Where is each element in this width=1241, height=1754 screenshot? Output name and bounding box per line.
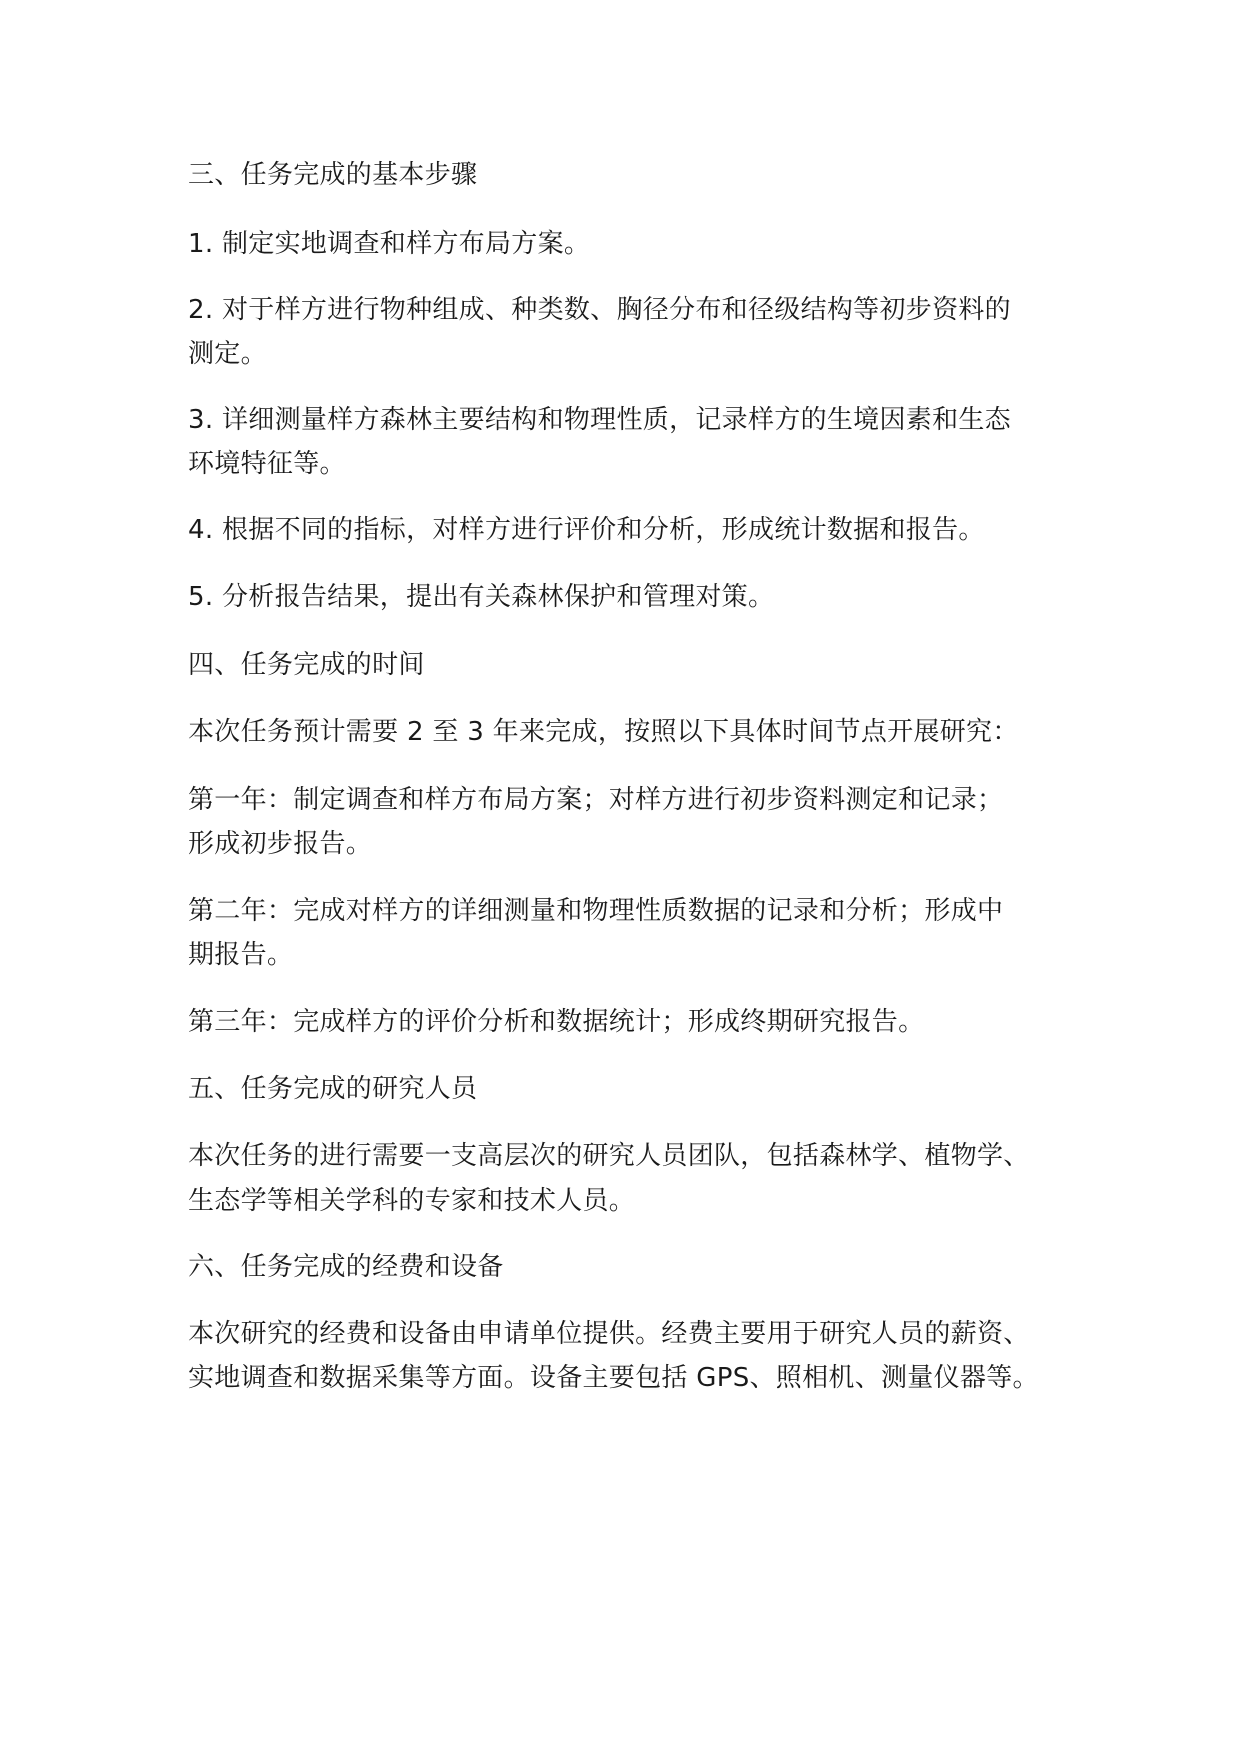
section-heading-time: 四、任务完成的时间 bbox=[188, 650, 425, 680]
personnel-paragraph-line-1: 本次任务的进行需要一支高层次的研究人员团队，包括森林学、植物学、 bbox=[188, 1141, 1030, 1171]
step-item-1: 1. 制定实地调查和样方布局方案。 bbox=[188, 229, 591, 259]
step-item-2-line-1: 2. 对于样方进行物种组成、种类数、胸径分布和径级结构等初步资料的 bbox=[188, 295, 1011, 325]
year-two-line-1: 第二年：完成对样方的详细测量和物理性质数据的记录和分析；形成中 bbox=[188, 896, 1004, 926]
section-heading-steps: 三、任务完成的基本步骤 bbox=[188, 160, 478, 190]
step-item-4: 4. 根据不同的指标，对样方进行评价和分析，形成统计数据和报告。 bbox=[188, 515, 985, 545]
year-one-line-2: 形成初步报告。 bbox=[188, 829, 373, 859]
year-three: 第三年：完成样方的评价分析和数据统计；形成终期研究报告。 bbox=[188, 1007, 925, 1037]
funding-paragraph-line-1: 本次研究的经费和设备由申请单位提供。经费主要用于研究人员的薪资、 bbox=[188, 1319, 1030, 1349]
step-item-3-line-2: 环境特征等。 bbox=[188, 449, 346, 479]
time-intro-paragraph: 本次任务预计需要 2 至 3 年来完成，按照以下具体时间节点开展研究： bbox=[188, 717, 1019, 747]
funding-paragraph-line-2: 实地调查和数据采集等方面。设备主要包括 GPS、照相机、测量仪器等。 bbox=[188, 1363, 1039, 1393]
step-item-2-line-2: 测定。 bbox=[188, 339, 267, 369]
section-heading-funding: 六、任务完成的经费和设备 bbox=[188, 1252, 504, 1282]
step-item-5: 5. 分析报告结果，提出有关森林保护和管理对策。 bbox=[188, 582, 775, 612]
step-item-3-line-1: 3. 详细测量样方森林主要结构和物理性质，记录样方的生境因素和生态 bbox=[188, 405, 1011, 435]
section-heading-personnel: 五、任务完成的研究人员 bbox=[188, 1074, 478, 1104]
year-two-line-2: 期报告。 bbox=[188, 940, 294, 970]
year-one-line-1: 第一年：制定调查和样方布局方案；对样方进行初步资料测定和记录； bbox=[188, 785, 1004, 815]
personnel-paragraph-line-2: 生态学等相关学科的专家和技术人员。 bbox=[188, 1186, 636, 1216]
